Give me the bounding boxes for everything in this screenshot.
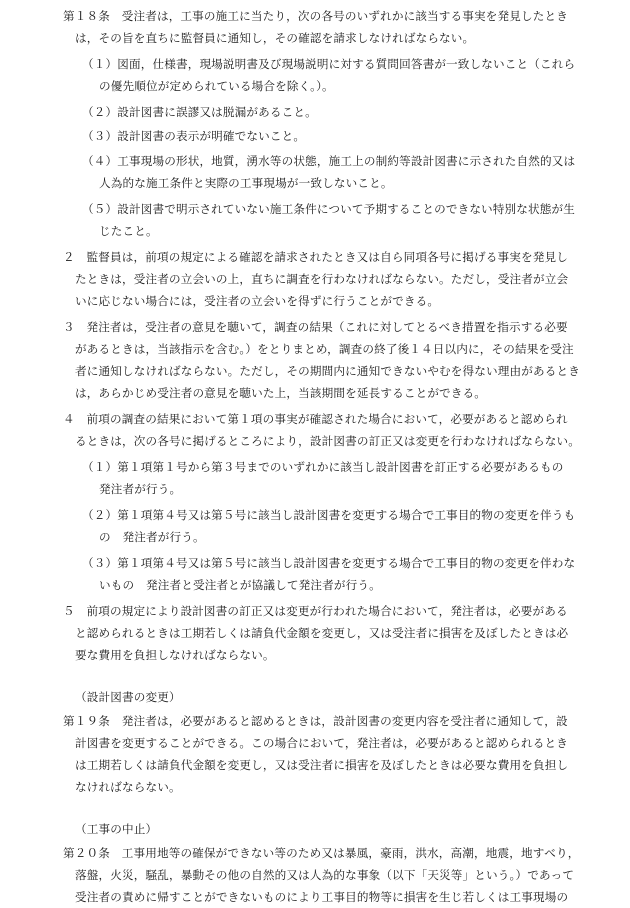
section-heading-design-change: （設計図書の変更）	[75, 690, 181, 704]
article-20-continuation: 受注者の責めに帰すことができないものにより工事目的物等に損害を生じ若しくは工事現場の	[75, 890, 569, 904]
paragraph-5-text: ５ 前項の規定により設計図書の訂正又は変更が行われた場合において，発注者は，必要がある	[63, 604, 568, 618]
subitem-2-continuation: の 発注者が行う。	[99, 530, 205, 544]
paragraph-2-continuation: いに応じない場合には，受注者の立会いを得ずに行うことができる。	[75, 294, 440, 308]
article-18-heading: 第１８条 受注者は，工事の施工に当たり，次の各号のいずれかに該当する事実を発見したとき	[63, 9, 568, 23]
article-19-continuation: は工期若しくは請負代金額を変更し，又は受注者に損害を及ぼしたときは必要な費用を負担し	[75, 758, 569, 772]
subitem-3-text: （３）第１項第４号又は第５号に該当し設計図書を変更する場合で工事目的物の変更を伴わな	[82, 556, 576, 570]
paragraph-3-continuation: 者に通知しなければならない。ただし，その期間内に通知できないやむを得ない理由があるとき	[75, 364, 580, 378]
paragraph-5-continuation: 要な費用を負担しなければならない。	[75, 648, 275, 662]
section-heading-work-suspension: （工事の中止）	[75, 822, 158, 836]
paragraph-5-continuation: と認められるときは工期若しくは請負代金額を変更し，又は受注者に損害を及ぼしたときは必	[75, 626, 569, 640]
paragraph-2-continuation: たときは，受注者の立会いの上，直ちに調査を行わなければならない。ただし，受注者が立会	[75, 272, 569, 286]
item-3-text: （３）設計図書の表示が明確でないこと。	[82, 129, 306, 143]
article-18-text: は，その旨を直ちに監督員に通知し，その確認を請求しなければならない。	[75, 31, 475, 45]
article-19-heading: 第１９条 発注者は，必要があると認めるときは，設計図書の変更内容を受注者に通知して，設	[63, 714, 568, 728]
paragraph-4-continuation: るときは，次の各号に掲げるところにより，設計図書の訂正又は変更を行わなければならない。	[75, 434, 580, 448]
item-4-continuation: 人為的な施工条件と実際の工事現場が一致しないこと。	[99, 176, 393, 190]
paragraph-3-text: ３ 発注者は，受注者の意見を聴いて，調査の結果（これに対してとるべき措置を指示する必要	[63, 320, 568, 334]
subitem-2-text: （２）第１項第４号又は第５号に該当し設計図書を変更する場合で工事目的物の変更を伴うも	[82, 508, 576, 522]
article-20-heading: 第２０条 工事用地等の確保ができない等のため又は暴風，豪雨，洪水，高潮，地震，地すべり，	[63, 846, 580, 860]
article-19-continuation: 計図書を変更することができる。この場合において，発注者は，必要があると認められるとき	[75, 736, 569, 750]
article-20-continuation: 落盤，火災，騒乱，暴動その他の自然的又は人為的な事象（以下「天災等」という。）であって	[75, 868, 575, 882]
paragraph-3-continuation: は，あらかじめ受注者の意見を聴いた上，当該期間を延長することができる。	[75, 386, 487, 400]
item-5-continuation: じたこと。	[99, 224, 158, 238]
item-5-text: （５）設計図書で明示されていない施工条件について予期することのできない特別な状態が生	[82, 202, 576, 216]
subitem-1-continuation: 発注者が行う。	[99, 482, 182, 496]
item-1-text: （１）図面，仕様書，現場説明書及び現場説明に対する質問回答書が一致しないこと（これら	[82, 57, 576, 71]
subitem-1-text: （１）第１項第１号から第３号までのいずれかに該当し設計図書を訂正する必要があるもの	[82, 460, 564, 474]
item-4-text: （４）工事現場の形状，地質，湧水等の状態，施工上の制約等設計図書に示された自然的又は	[82, 154, 576, 168]
paragraph-2-text: ２ 監督員は，前項の規定による確認を請求されたとき又は自ら同項各号に掲げる事実を発見し	[63, 250, 568, 264]
paragraph-4-text: ４ 前項の調査の結果において第１項の事実が確認された場合において，必要があると認められ	[63, 412, 568, 426]
item-1-continuation: の優先順位が定められている場合を除く。）。	[99, 79, 334, 93]
article-19-continuation: なければならない。	[75, 780, 181, 794]
item-2-text: （２）設計図書に誤謬又は脱漏があること。	[82, 105, 317, 119]
paragraph-3-continuation: があるときは，当該指示を含む。）をとりまとめ，調査の終了後１４日以内に，その結果を受注	[75, 342, 574, 356]
subitem-3-continuation: いもの 発注者と受注者とが協議して発注者が行う。	[99, 578, 381, 592]
